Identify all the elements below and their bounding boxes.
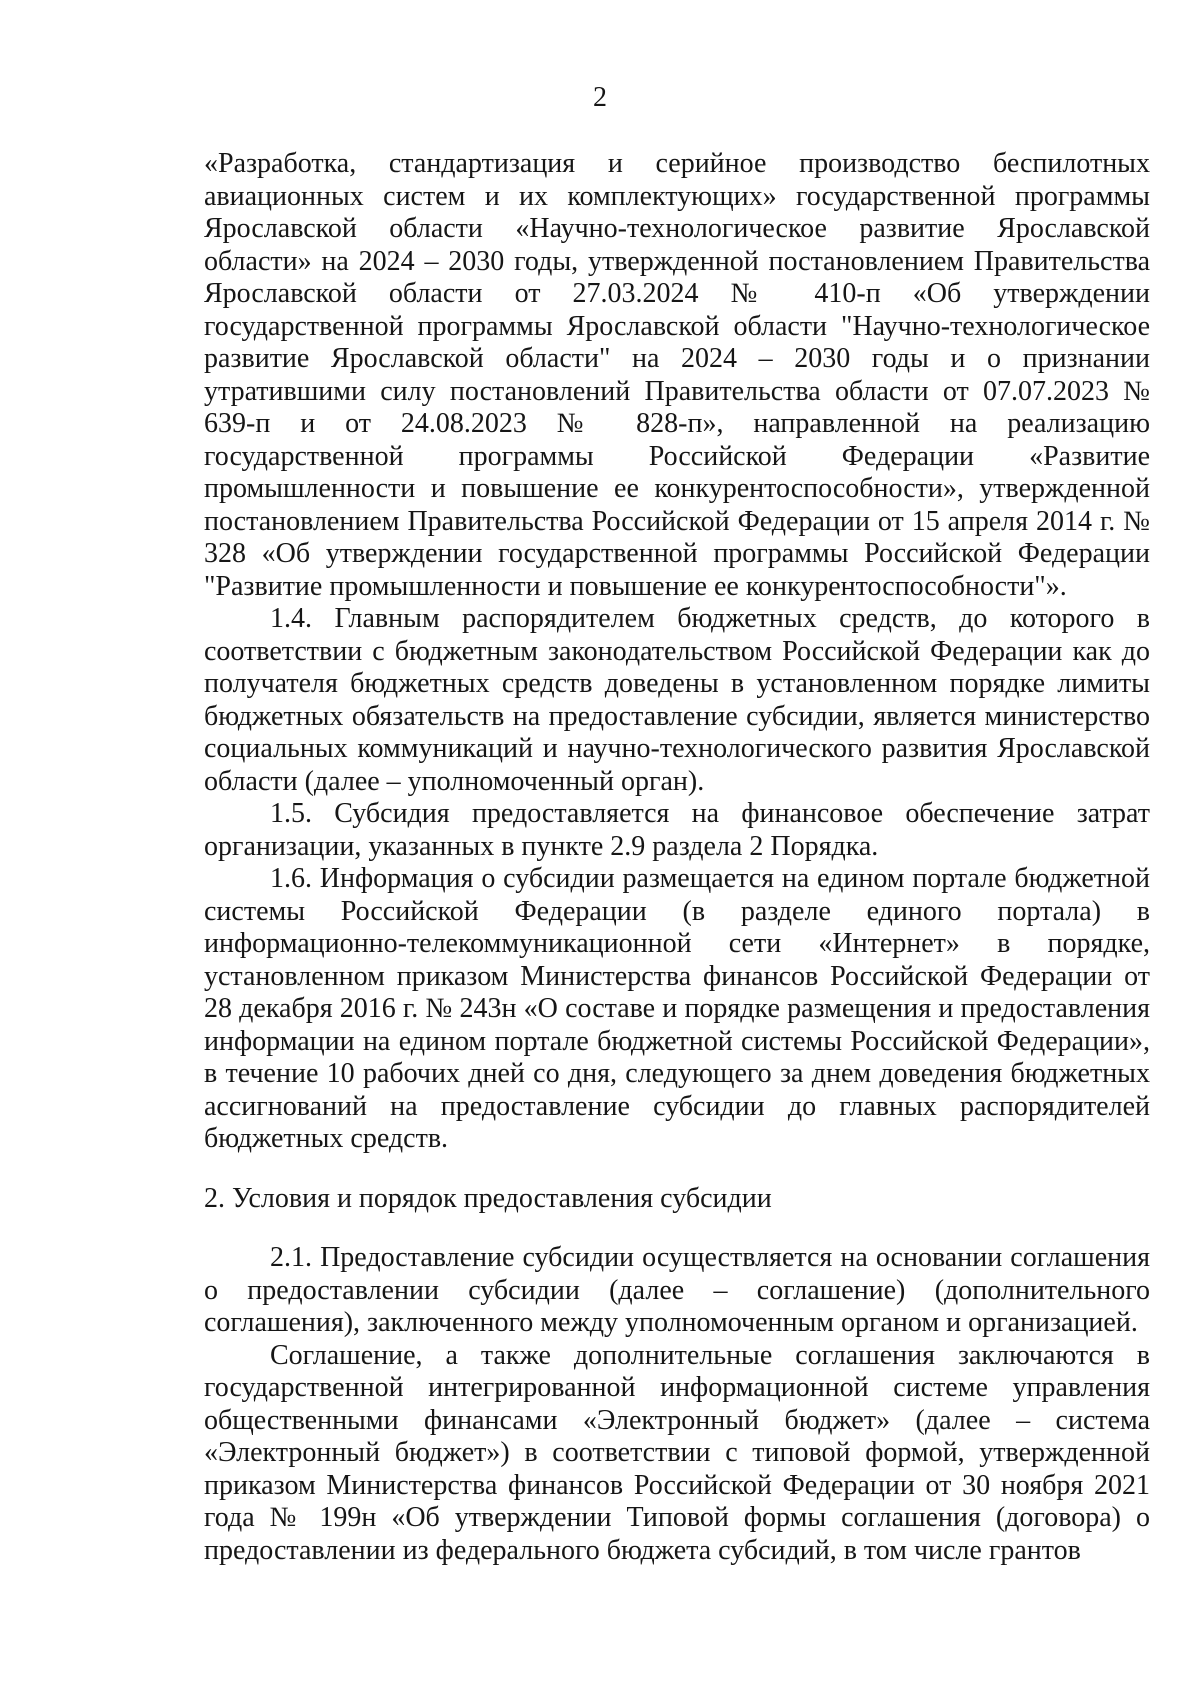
paragraph-1-6: 1.6. Информация о субсидии размещается на едином портале бюджетной системы Российской Федерации (в разделе единого портала) в информационно-телекоммуникационной сети «Интернет» в порядке, установленном приказом Министерства финансов Российской Федерации от 28 декабря 2016 г. № 243н «О составе и порядке размещения и предоставления информации на едином портале бюджетной системы Российской Федерации», в течение 10 рабочих дней со дня, следующего за днем доведения бюджетных ассигнований на предоставление субсидии до главных распорядителей бюджетных средств. [204,863,1150,1154]
section-2-heading: 2. Условия и порядок предоставления субсидии [204,1182,772,1214]
paragraph-2-1-agreement: Соглашение, а также дополнительные соглашения заключаются в государственной интегрированной информационной системе управления общественными финансами «Электронный бюджет» (далее – система «Электронный бюджет») в соответствии с типовой формой, утвержденной приказом Министерства финансов Российской Федерации от 30 ноября 2021 года № 199н «Об утверждении Типовой формы соглашения (договора) о предоставлении из федерального бюджета субсидий, в том числе грантов [204,1339,1150,1566]
paragraph-1-4: 1.4. Главным распорядителем бюджетных средств, до которого в соответствии с бюджетным законодательством Российской Федерации как до получателя бюджетных средств доведены в установленном порядке лимиты бюджетных обязательств на предоставление субсидии, является министерство социальных коммуникаций и научно-технологического развития Ярославской области (далее – уполномоченный орган). [204,603,1150,797]
document-body [204,148,1150,1567]
paragraph-1-5: 1.5. Субсидия предоставляется на финансовое обеспечение затрат организации, указанных в пункте 2.9 раздела 2 Порядка. [204,798,1150,862]
page-number: 2 [593,82,607,113]
paragraph-2-1: 2.1. Предоставление субсидии осуществляется на основании соглашения о предоставлении субсидии (далее – соглашение) (дополнительного соглашения), заключенного между уполномоченным органом и организацией. [204,1242,1150,1338]
paragraph-continuation: «Разработка, стандартизация и серийное производство беспилотных авиационных систем и их комплектующих» государственной программы Ярославской области «Научно-технологическое развитие Ярославской области» на 2024 – 2030 годы, утвержденной постановлением Правительства Ярославской области от 27.03.2024 № 410-п «Об утверждении государственной программы Ярославской области "Научно-технологическое развитие Ярославской области" на 2024 – 2030 годы и о признании утратившими силу постановлений Правительства области от 07.07.2023 № 639-п и от 24.08.2023 № 828-п», направленной на реализацию государственной программы Российской Федерации «Развитие промышленности и повышение ее конкурентоспособности», утвержденной постановлением Правительства Российской Федерации от 15 апреля 2014 г. № 328 «Об утверждении государственной программы Российской Федерации "Развитие промышленности и повышение ее конкурентоспособности"». [204,148,1150,602]
